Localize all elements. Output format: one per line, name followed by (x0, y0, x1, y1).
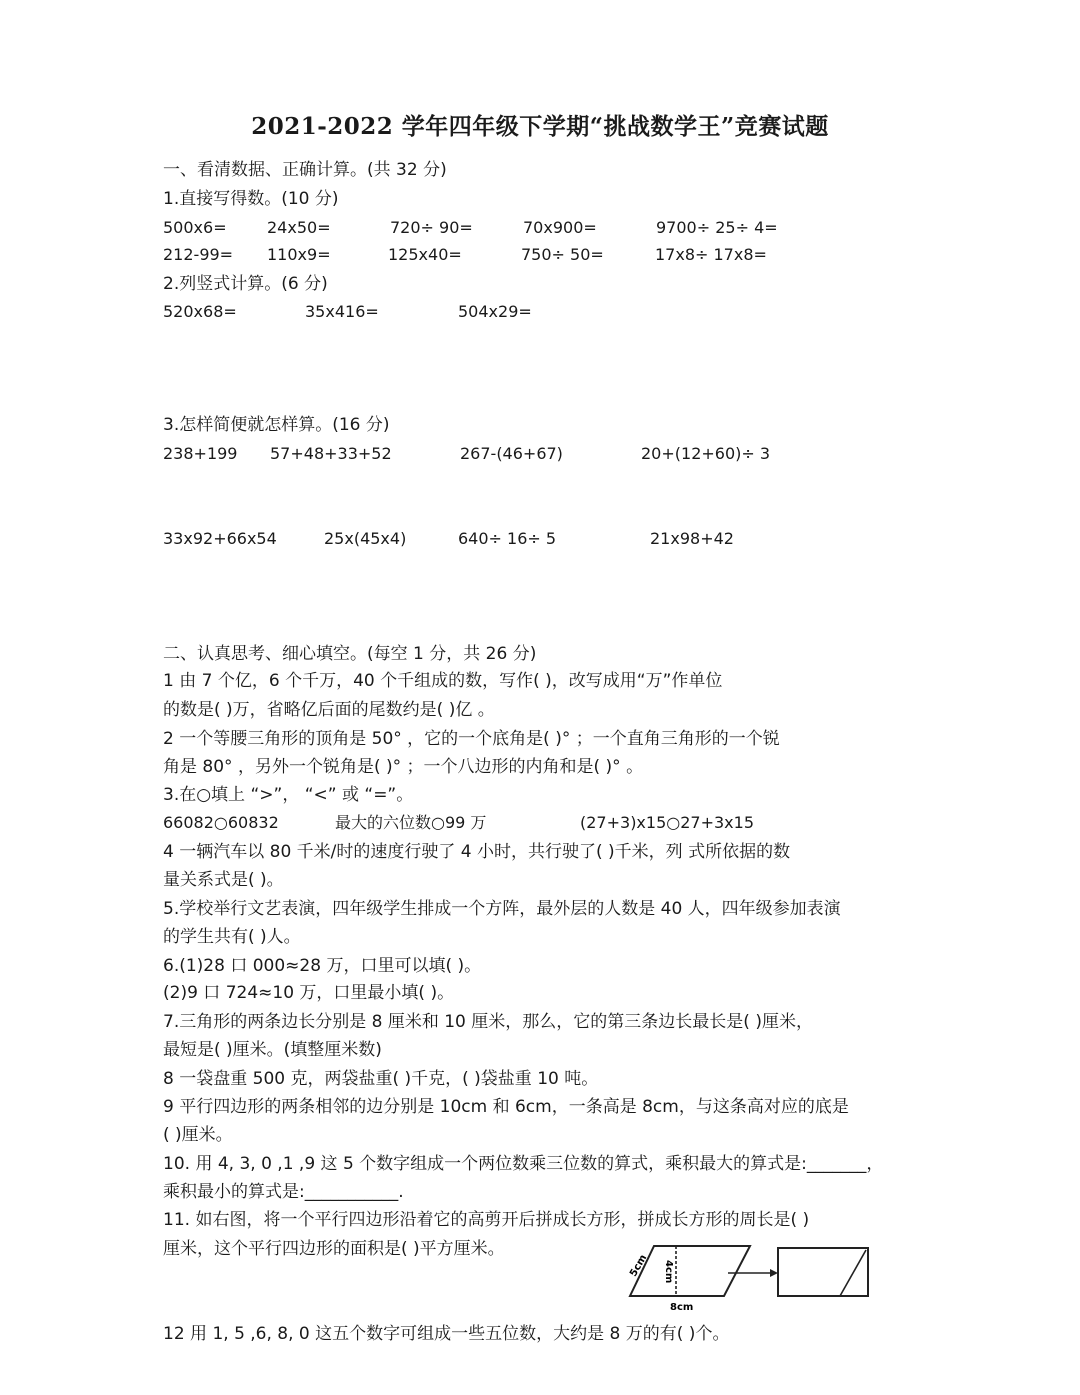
calc-item: 70x900= (523, 218, 597, 237)
compare-item: (27+3)x15○27+3x15 (580, 813, 754, 832)
fill-line: 8 一袋盘重 500 克，两袋盐重( )千克，( )袋盐重 10 吨。 (163, 1069, 599, 1089)
parallelogram-figure (620, 1238, 880, 1316)
fill-line: 的数是( )万，省略亿后面的尾数约是( )亿 。 (163, 700, 495, 720)
calc-item: 267-(46+67) (460, 444, 563, 463)
base-label: 8cm (670, 1302, 694, 1313)
calc-item: 33x92+66x54 (163, 529, 277, 548)
fill-line: 厘米，这个平行四边形的面积是( )平方厘米。 (163, 1239, 505, 1259)
calc-item: 520x68= (163, 302, 237, 321)
fill-line: 12 用 1, 5 ,6, 8, 0 这五个数字可组成一些五位数，大约是 8 万的有( )个。 (163, 1324, 730, 1344)
calc-item: 640÷ 16÷ 5 (458, 529, 557, 548)
fill-line: ( )厘米。 (163, 1125, 233, 1145)
calc-item: 238+199 (163, 444, 238, 463)
calc-item: 125x40= (388, 245, 462, 264)
rectangle-shape (778, 1248, 868, 1296)
fill-line: 3.在○填上 “>”， “<” 或 “=”。 (163, 785, 414, 805)
section1-heading: 一、看清数据、正确计算。(共 32 分) (163, 160, 447, 180)
calc-item: 25x(45x4) (324, 529, 407, 548)
calc-item: 35x416= (305, 302, 379, 321)
fill-line: 6.(1)28 口 000≈28 万，口里可以填( )。 (163, 956, 482, 976)
calc-item: 720÷ 90= (390, 218, 473, 237)
fill-line: 2 一个等腰三角形的顶角是 50° ，它的一个底角是( )° ；一个直角三角形的一个锐 (163, 729, 780, 749)
calc-item: 212-99= (163, 245, 234, 264)
calc-item: 9700÷ 25÷ 4= (656, 218, 778, 237)
compare-item: 66082○60832 (163, 813, 279, 832)
calc-item: 24x50= (267, 218, 331, 237)
calc-item: 21x98+42 (650, 529, 734, 548)
calc-item: 110x9= (267, 245, 331, 264)
fill-line: 9 平行四边形的两条相邻的边分别是 10cm 和 6cm，一条高是 8cm，与这条高对应的底是 (163, 1097, 849, 1117)
calc-item: 504x29= (458, 302, 532, 321)
calc-item: 500x6= (163, 218, 227, 237)
cut-line (840, 1250, 866, 1296)
height-label: 4cm (663, 1260, 674, 1284)
parallelogram-shape (630, 1246, 750, 1296)
calc-item: 17x8÷ 17x8= (655, 245, 767, 264)
calc-item: 750÷ 50= (521, 245, 604, 264)
compare-item: 最大的六位数○99 万 (335, 813, 487, 832)
q3-heading: 3.怎样简便就怎样算。(16 分) (163, 415, 390, 435)
fill-line: 1 由 7 个亿，6 个千万，40 个千组成的数，写作( )，改写成用“万”作单位 (163, 671, 723, 691)
q1-heading: 1.直接写得数。(10 分) (163, 189, 339, 209)
q2-heading: 2.列竖式计算。(6 分) (163, 274, 328, 294)
page-title: 2021-2022 学年四年级下学期“挑战数学王”竞赛试题 (251, 113, 829, 140)
fill-line: 11. 如右图，将一个平行四边形沿着它的高剪开后拼成长方形，拼成长方形的周长是( ) (163, 1210, 810, 1230)
fill-line: 的学生共有( )人。 (163, 927, 301, 947)
arrow-head-icon (770, 1269, 778, 1277)
fill-line: (2)9 口 724≈10 万，口里最小填( )。 (163, 983, 455, 1003)
fill-line: 量关系式是( )。 (163, 870, 284, 890)
calc-item: 57+48+33+52 (270, 444, 392, 463)
fill-line: 7.三角形的两条边长分别是 8 厘米和 10 厘米，那么，它的第三条边长最长是( )厘米， (163, 1012, 813, 1032)
fill-line: 角是 80° ，另外一个锐角是( )° ；一个八边形的内角和是( )° 。 (163, 757, 644, 777)
fill-line: 最短是( )厘米。(填整厘米数) (163, 1040, 382, 1060)
side-label: 5cm (628, 1253, 650, 1279)
fill-line: 5.学校举行文艺表演，四年级学生排成一个方阵，最外层的人数是 40 人，四年级参加表演 (163, 899, 841, 919)
section2-heading: 二、认真思考、细心填空。(每空 1 分，共 26 分) (163, 644, 537, 664)
calc-item: 20+(12+60)÷ 3 (641, 444, 771, 463)
fill-line: 4 一辆汽车以 80 千米/时的速度行驶了 4 小时，共行驶了( )千米，列 式所依据的数 (163, 842, 791, 862)
fill-line: 乘积最小的算式是:___________. (163, 1182, 404, 1202)
fill-line: 10. 用 4, 3, 0 ,1 ,9 这 5 个数字组成一个两位数乘三位数的算式，乘积最大的算式是:_______， (163, 1154, 884, 1174)
